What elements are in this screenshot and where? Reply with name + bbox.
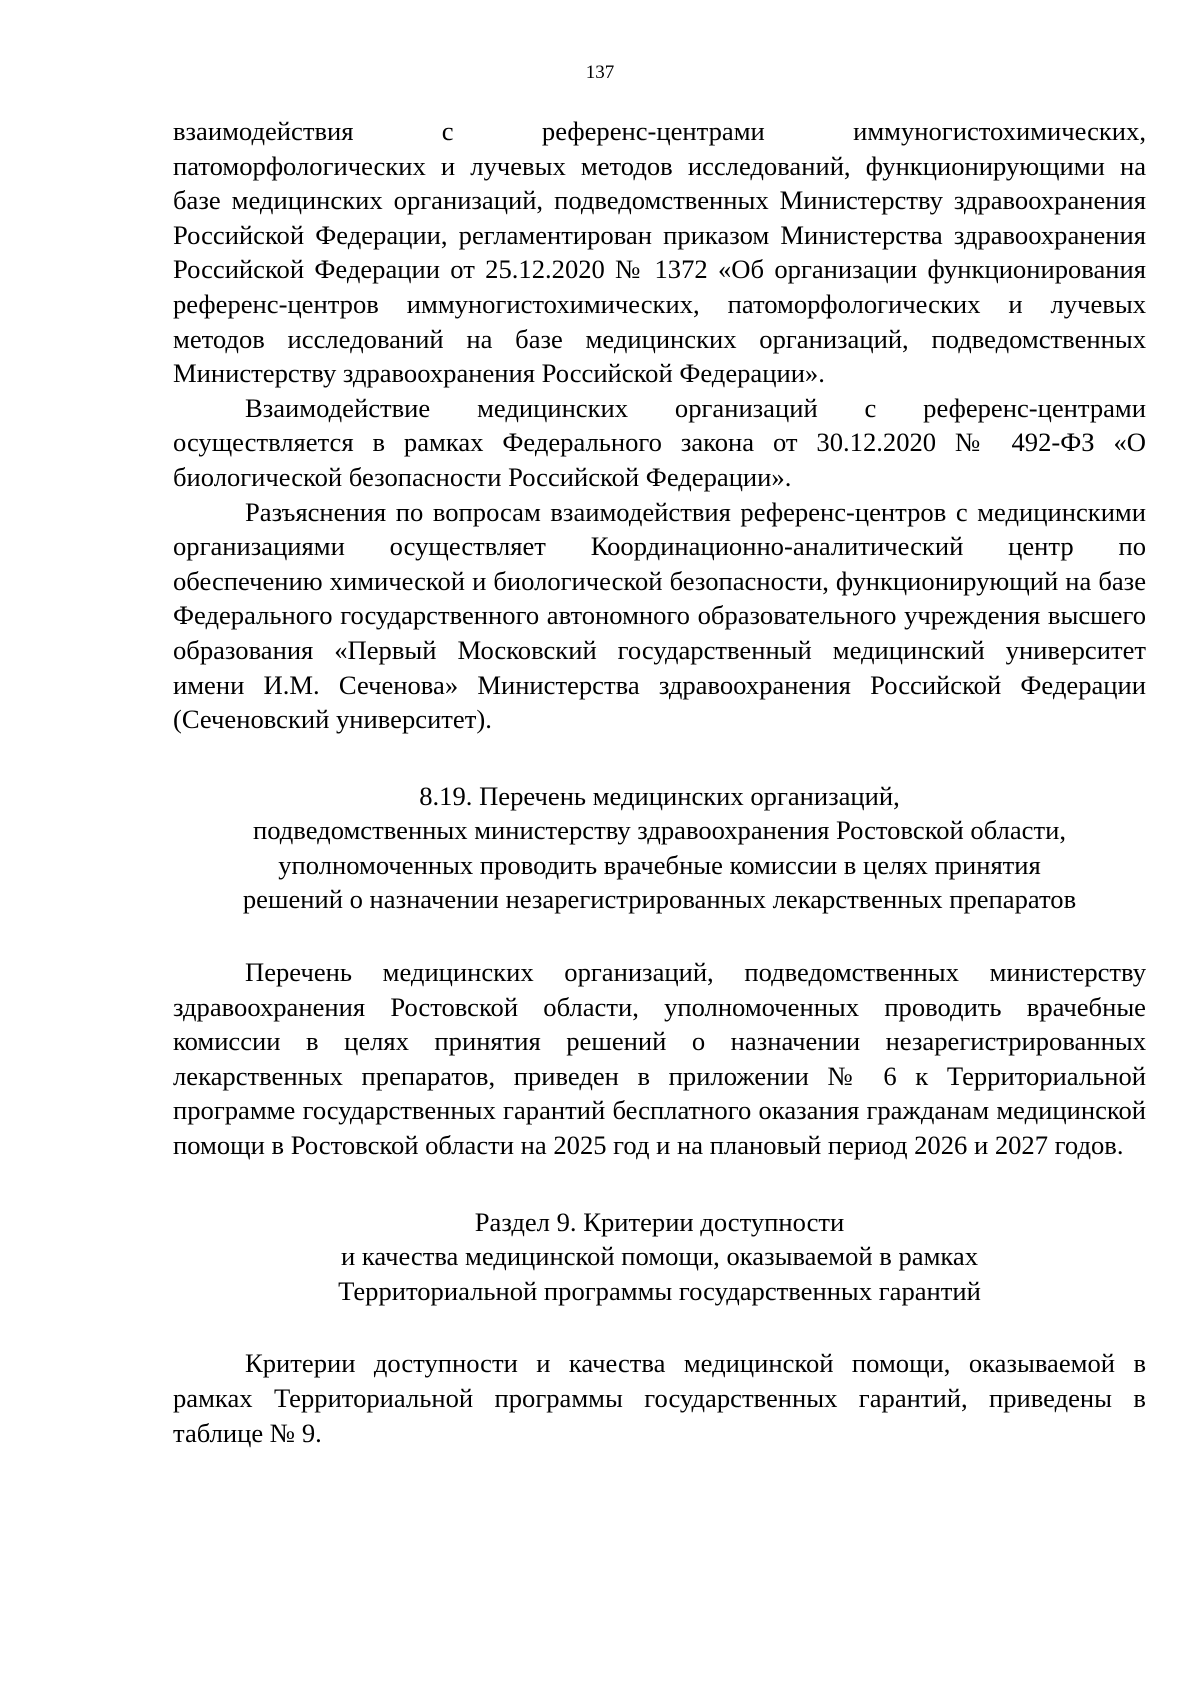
spacer	[173, 1308, 1146, 1346]
document-body	[173, 114, 1146, 1450]
paragraph-quality-criteria: Критерии доступности и качества медицинской помощи, оказываемой в рамках Территориальной программы государственных гарантий, приведены в таблице № 9.	[173, 1348, 1146, 1448]
section-9-heading-line-3: Территориальной программы государственных гарантий	[338, 1275, 981, 1306]
spacer	[173, 737, 1146, 779]
paragraph-reference-centers-order: взаимодействия с референс-центрами иммуногистохимических, патоморфологических и лучевых методов исследований, функционирующими на базе медицинских организаций, подведомственных Министерству здравоохранения Российской Федерации, регламентирован приказом Министерства здравоохранения Российской Федерации от 25.12.2020 № 1372 «Об организации функционирования референс-центров иммуногистохимических, патоморфологических и лучевых методов исследований на базе медицинских организаций, подведомственных Министерству здравоохранения Российской Федерации».	[173, 116, 1146, 389]
spacer	[173, 1163, 1146, 1205]
section-8-19-heading-line-3: уполномоченных проводить врачебные комиссии в целях принятия	[278, 849, 1041, 880]
section-8-19-heading	[173, 779, 1146, 917]
spacer	[173, 917, 1146, 955]
section-9-heading-line-1: Раздел 9. Критерии доступности	[474, 1206, 845, 1237]
paragraph-medical-commissions-list: Перечень медицинских организаций, подведомственных министерству здравоохранения Ростовской области, уполномоченных проводить врачебные комиссии в целях принятия решений о назначении незарегистрированных лекарственных препаратов, приведен в приложении № 6 к Территориальной программе государственных гарантий бесплатного оказания гражданам медицинской помощи в Ростовской области на 2025 год и на плановый период 2026 и 2027 годов.	[173, 957, 1146, 1161]
section-9-heading-line-2: и качества медицинской помощи, оказываемой в рамках	[340, 1241, 979, 1272]
page-number: 137	[585, 62, 615, 83]
section-8-19-heading-line-4: решений о назначении незарегистрированных лекарственных препаратов	[242, 884, 1077, 915]
paragraph-coordination-center: Разъяснения по вопросам взаимодействия референс-центров с медицинскими организациями осуществляет Координационно-аналитический центр по обеспечению химической и биологической безопасности, функционирующий на базе Федерального государственного автономного образовательного учреждения высшего образования «Первый Московский государственный медицинский университет имени И.М. Сеченова» Министерства здравоохранения Российской Федерации (Сеченовский университет).	[173, 496, 1146, 735]
section-8-19-heading-line-1: 8.19. Перечень медицинских организаций,	[419, 780, 900, 811]
paragraph-biosafety-law: Взаимодействие медицинских организаций с референс-центрами осуществляется в рамках Федерального закона от 30.12.2020 № 492-ФЗ «О биологической безопасности Российской Федерации».	[173, 392, 1146, 492]
section-9-heading	[173, 1205, 1146, 1309]
section-8-19-heading-line-2: подведомственных министерству здравоохранения Ростовской области,	[253, 815, 1066, 846]
